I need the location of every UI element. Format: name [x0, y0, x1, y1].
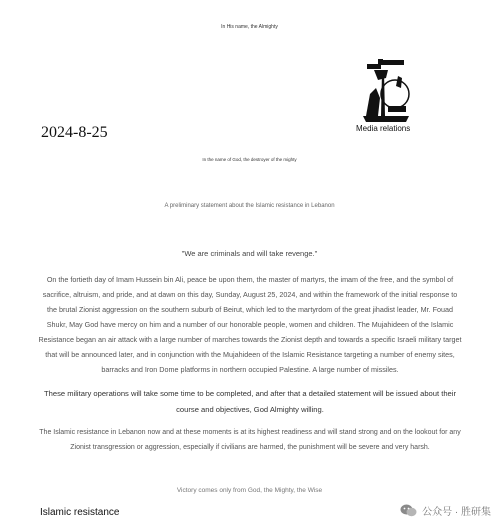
statement-paragraph-3: The Islamic resistance in Lebanon now and at these moments is at its highest readiness and will stand strong and on the lookout for any Zionist transgression or aggression, especially if civilians are harmed, the punishment will be severe and very harsh.	[39, 429, 461, 451]
watermark	[400, 503, 491, 518]
emblem-logo	[358, 58, 414, 124]
basmala-line: In His name, the Almighty	[221, 24, 278, 30]
opening-quote: "We are criminals and will take revenge."	[181, 249, 318, 258]
department-label: Media relations	[356, 124, 411, 133]
statement-title: A preliminary statement about the Islamic resistance in Lebanon	[164, 203, 335, 209]
statement-paragraph-2: These military operations will take some time to be completed, and after that a detailed statement will be issued about their course and objectives, God Almighty willing.	[44, 389, 456, 414]
subheading: In the name of God, the destroyer of the mighty	[202, 157, 297, 162]
statement-paragraph-1: On the fortieth day of Imam Hussein bin Ali, peace be upon them, the master of martyrs, the imam of the free, and the symbol of sacrifice, altruism, and pride, and at dawn on this day, Sunday, August 25, 2024, and within the framework of the initial response to the brutal Zionist aggression on the southern suburb of Beirut, which led to the martyrdom of the great jihadist leader, Mr. Fouad Shukr, May God have mercy on him and a number of our honorable people, women and children. The Mujahideen of the Islamic Resistance began an air attack with a large number of marches towards the Zionist depth and towards a specific Israeli military target that will be announced later, and in conjunction with the Mujahideen of the Islamic Resistance targeting a number of enemy sites, barracks and Iron Dome platforms in northern occupied Palestine. A large number of missiles.	[38, 275, 462, 374]
watermark-text: 公众号 · 胜研集	[422, 507, 491, 518]
document-date: 2024-8-25	[41, 124, 108, 141]
signature: Islamic resistance	[40, 507, 120, 518]
wechat-icon	[400, 504, 417, 517]
closing-line: Victory comes only from God, the Mighty, the Wise	[176, 487, 323, 494]
